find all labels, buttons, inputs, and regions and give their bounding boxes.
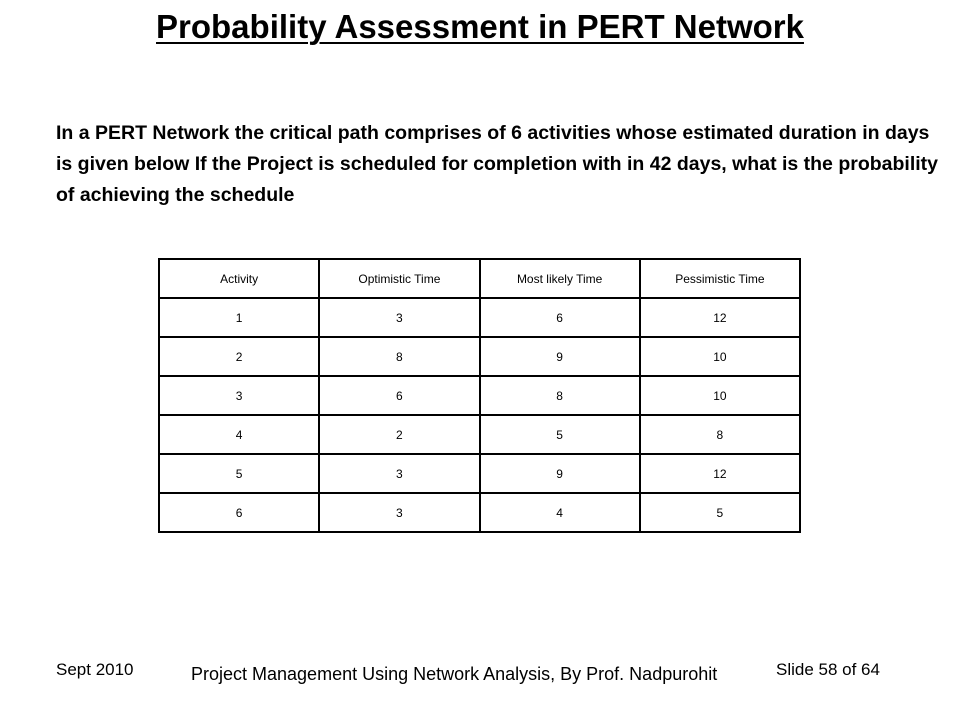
table-row	[159, 415, 800, 454]
cell-pessimistic: 5	[640, 493, 800, 532]
cell-pessimistic: 8	[640, 415, 800, 454]
slide-title: Probability Assessment in PERT Network	[156, 8, 804, 45]
activity-table	[158, 258, 801, 533]
table-header-row	[159, 259, 800, 298]
table-row	[159, 454, 800, 493]
cell-most-likely: 5	[480, 415, 640, 454]
cell-activity: 5	[159, 454, 319, 493]
footer-slide-number: Slide 58 of 64	[776, 660, 880, 679]
header-optimistic-time: Optimistic Time	[319, 259, 479, 298]
footer-date: Sept 2010	[56, 660, 134, 679]
cell-optimistic: 3	[319, 298, 479, 337]
cell-optimistic: 2	[319, 415, 479, 454]
cell-activity: 3	[159, 376, 319, 415]
cell-activity: 6	[159, 493, 319, 532]
cell-optimistic: 8	[319, 337, 479, 376]
cell-pessimistic: 12	[640, 454, 800, 493]
cell-activity: 2	[159, 337, 319, 376]
cell-most-likely: 9	[480, 337, 640, 376]
cell-most-likely: 6	[480, 298, 640, 337]
cell-most-likely: 4	[480, 493, 640, 532]
cell-activity: 1	[159, 298, 319, 337]
cell-optimistic: 3	[319, 493, 479, 532]
header-activity: Activity	[159, 259, 319, 298]
table-row	[159, 493, 800, 532]
table-row	[159, 337, 800, 376]
table-row	[159, 298, 800, 337]
cell-activity: 4	[159, 415, 319, 454]
cell-most-likely: 8	[480, 376, 640, 415]
cell-optimistic: 6	[319, 376, 479, 415]
cell-most-likely: 9	[480, 454, 640, 493]
header-pessimistic-time: Pessimistic Time	[640, 259, 800, 298]
problem-statement: In a PERT Network the critical path comprises of 6 activities whose estimated duration in days is given below If the Project is scheduled for completion with in 42 days, what is the probability of achieving the schedule	[56, 122, 938, 206]
header-most-likely-time: Most likely Time	[480, 259, 640, 298]
cell-pessimistic: 10	[640, 376, 800, 415]
cell-pessimistic: 10	[640, 337, 800, 376]
table-row	[159, 376, 800, 415]
footer-course-title: Project Management Using Network Analysis, By Prof. Nadpurohit	[191, 664, 718, 684]
cell-pessimistic: 12	[640, 298, 800, 337]
cell-optimistic: 3	[319, 454, 479, 493]
